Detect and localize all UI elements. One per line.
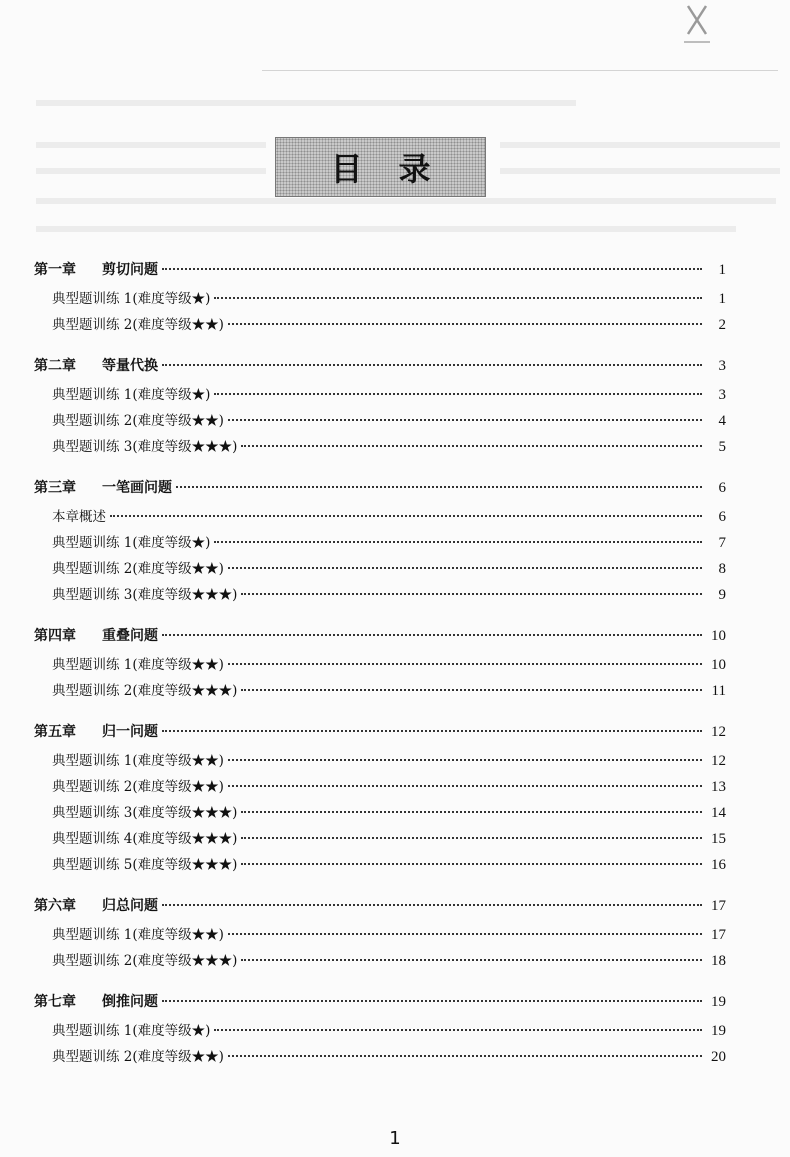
section-page: 5 (718, 439, 726, 455)
section-title: 典型题训练 1(难度等级★★) (52, 657, 224, 673)
chapter-page: 10 (711, 628, 726, 644)
toc-chapter-entry[interactable] (34, 254, 726, 286)
chapter-title: 归总问题 (102, 898, 158, 914)
section-page: 20 (711, 1049, 726, 1065)
dot-leader (214, 540, 702, 543)
toc-section-entry[interactable] (34, 408, 726, 434)
section-title: 典型题训练 2(难度等级★★) (52, 779, 224, 795)
chapter-page: 12 (711, 724, 726, 740)
bleed-through (36, 226, 736, 232)
section-title: 典型题训练 3(难度等级★★★) (52, 805, 238, 821)
toc-section-entry[interactable] (34, 556, 726, 582)
toc-chapter-entry[interactable] (34, 986, 726, 1018)
toc-section-entry[interactable] (34, 826, 726, 852)
header-rule (262, 70, 778, 71)
section-title: 典型题训练 2(难度等级★★★) (52, 683, 238, 699)
toc-section-entry[interactable] (34, 678, 726, 704)
dot-leader (241, 836, 702, 839)
section-page: 10 (711, 657, 726, 673)
dot-leader (162, 363, 702, 366)
toc-section-entry[interactable] (34, 748, 726, 774)
table-of-contents (34, 254, 726, 1082)
section-title: 典型题训练 3(难度等级★★★) (52, 587, 238, 603)
dot-leader (241, 444, 702, 447)
chapter-page: 1 (718, 262, 726, 278)
dot-leader (228, 932, 702, 935)
toc-section-entry[interactable] (34, 434, 726, 460)
section-title: 典型题训练 1(难度等级★★) (52, 927, 224, 943)
chapter-title: 重叠问题 (102, 628, 158, 644)
chapter-title: 一笔画问题 (102, 480, 172, 496)
section-title: 典型题训练 4(难度等级★★★) (52, 831, 238, 847)
chapter-page: 6 (718, 480, 726, 496)
section-title: 典型题训练 1(难度等级★) (52, 291, 211, 307)
dot-leader (110, 514, 702, 517)
section-page: 15 (711, 831, 726, 847)
section-title: 典型题训练 1(难度等级★) (52, 387, 211, 403)
section-title: 典型题训练 1(难度等级★★) (52, 753, 224, 769)
toc-section-entry[interactable] (34, 530, 726, 556)
dot-leader (214, 1028, 702, 1031)
toc-section-entry[interactable] (34, 312, 726, 338)
chapter-number: 第一章 (34, 262, 76, 278)
dot-leader (214, 296, 702, 299)
section-page: 19 (711, 1023, 726, 1039)
toc-section-entry[interactable] (34, 652, 726, 678)
section-page: 3 (718, 387, 726, 403)
toc-section-entry[interactable] (34, 922, 726, 948)
section-title: 典型题训练 2(难度等级★★) (52, 1049, 224, 1065)
section-page: 1 (718, 291, 726, 307)
chapter-page: 17 (711, 898, 726, 914)
toc-chapter-entry[interactable] (34, 890, 726, 922)
section-title: 典型题训练 2(难度等级★★) (52, 317, 224, 333)
toc-chapter (34, 716, 726, 878)
toc-section-entry[interactable] (34, 286, 726, 312)
dot-leader (162, 903, 702, 906)
chapter-title: 剪切问题 (102, 262, 158, 278)
toc-chapter (34, 890, 726, 974)
toc-section-entry[interactable] (34, 774, 726, 800)
chapter-title: 等量代换 (102, 358, 158, 374)
toc-section-entry[interactable] (34, 948, 726, 974)
section-page: 9 (718, 587, 726, 603)
chapter-number: 第五章 (34, 724, 76, 740)
dot-leader (228, 322, 702, 325)
section-page: 14 (711, 805, 726, 821)
toc-chapter (34, 472, 726, 608)
toc-chapter (34, 254, 726, 338)
section-page: 13 (711, 779, 726, 795)
page-title: 目录 (330, 150, 467, 188)
toc-section-entry[interactable] (34, 582, 726, 608)
toc-chapter-entry[interactable] (34, 472, 726, 504)
bleed-through (36, 100, 576, 106)
chapter-number: 第七章 (34, 994, 76, 1010)
bleed-through (36, 142, 266, 148)
dot-leader (162, 729, 702, 732)
dot-leader (162, 999, 702, 1002)
toc-section-entry[interactable] (34, 800, 726, 826)
toc-section-entry[interactable] (34, 1044, 726, 1070)
chapter-number: 第四章 (34, 628, 76, 644)
dot-leader (228, 1054, 702, 1057)
section-title: 典型题训练 3(难度等级★★★) (52, 439, 238, 455)
section-page: 4 (718, 413, 726, 429)
dot-leader (228, 784, 702, 787)
dot-leader (214, 392, 702, 395)
bleed-through (500, 168, 780, 174)
toc-section-entry[interactable] (34, 504, 726, 530)
toc-title-box (275, 137, 486, 197)
dot-leader (228, 566, 702, 569)
section-title: 典型题训练 2(难度等级★★) (52, 413, 224, 429)
toc-section-entry[interactable] (34, 852, 726, 878)
toc-chapter (34, 986, 726, 1070)
dot-leader (241, 592, 702, 595)
toc-chapter-entry[interactable] (34, 350, 726, 382)
dot-leader (241, 810, 702, 813)
section-title: 典型题训练 1(难度等级★) (52, 535, 211, 551)
page-number: 1 (389, 1128, 401, 1149)
section-title: 典型题训练 2(难度等级★★★) (52, 953, 238, 969)
dot-leader (176, 485, 702, 488)
dot-leader (162, 267, 702, 270)
bleed-through (36, 168, 266, 174)
section-page: 17 (711, 927, 726, 943)
section-page: 11 (711, 683, 726, 699)
dot-leader (228, 662, 702, 665)
section-page: 16 (711, 857, 726, 873)
toc-chapter-entry[interactable] (34, 620, 726, 652)
section-page: 8 (718, 561, 726, 577)
dot-leader (241, 862, 702, 865)
dot-leader (241, 688, 702, 691)
section-page: 6 (718, 509, 726, 525)
section-page: 7 (718, 535, 726, 551)
dot-leader (241, 958, 702, 961)
chapter-number: 第三章 (34, 480, 76, 496)
dot-leader (228, 758, 702, 761)
dot-leader (228, 418, 702, 421)
section-page: 2 (718, 317, 726, 333)
chapter-page: 3 (718, 358, 726, 374)
chapter-title: 归一问题 (102, 724, 158, 740)
toc-chapter (34, 350, 726, 460)
header-ornament-icon (682, 4, 712, 48)
section-title: 本章概述 (52, 509, 106, 525)
chapter-number: 第二章 (34, 358, 76, 374)
chapter-page: 19 (711, 994, 726, 1010)
dot-leader (162, 633, 702, 636)
bleed-through (500, 142, 780, 148)
bleed-through (36, 198, 776, 204)
toc-chapter (34, 620, 726, 704)
chapter-number: 第六章 (34, 898, 76, 914)
section-title: 典型题训练 2(难度等级★★) (52, 561, 224, 577)
toc-section-entry[interactable] (34, 1018, 726, 1044)
toc-chapter-entry[interactable] (34, 716, 726, 748)
section-title: 典型题训练 5(难度等级★★★) (52, 857, 238, 873)
section-page: 12 (711, 753, 726, 769)
section-page: 18 (711, 953, 726, 969)
section-title: 典型题训练 1(难度等级★) (52, 1023, 211, 1039)
chapter-title: 倒推问题 (102, 994, 158, 1010)
toc-section-entry[interactable] (34, 382, 726, 408)
